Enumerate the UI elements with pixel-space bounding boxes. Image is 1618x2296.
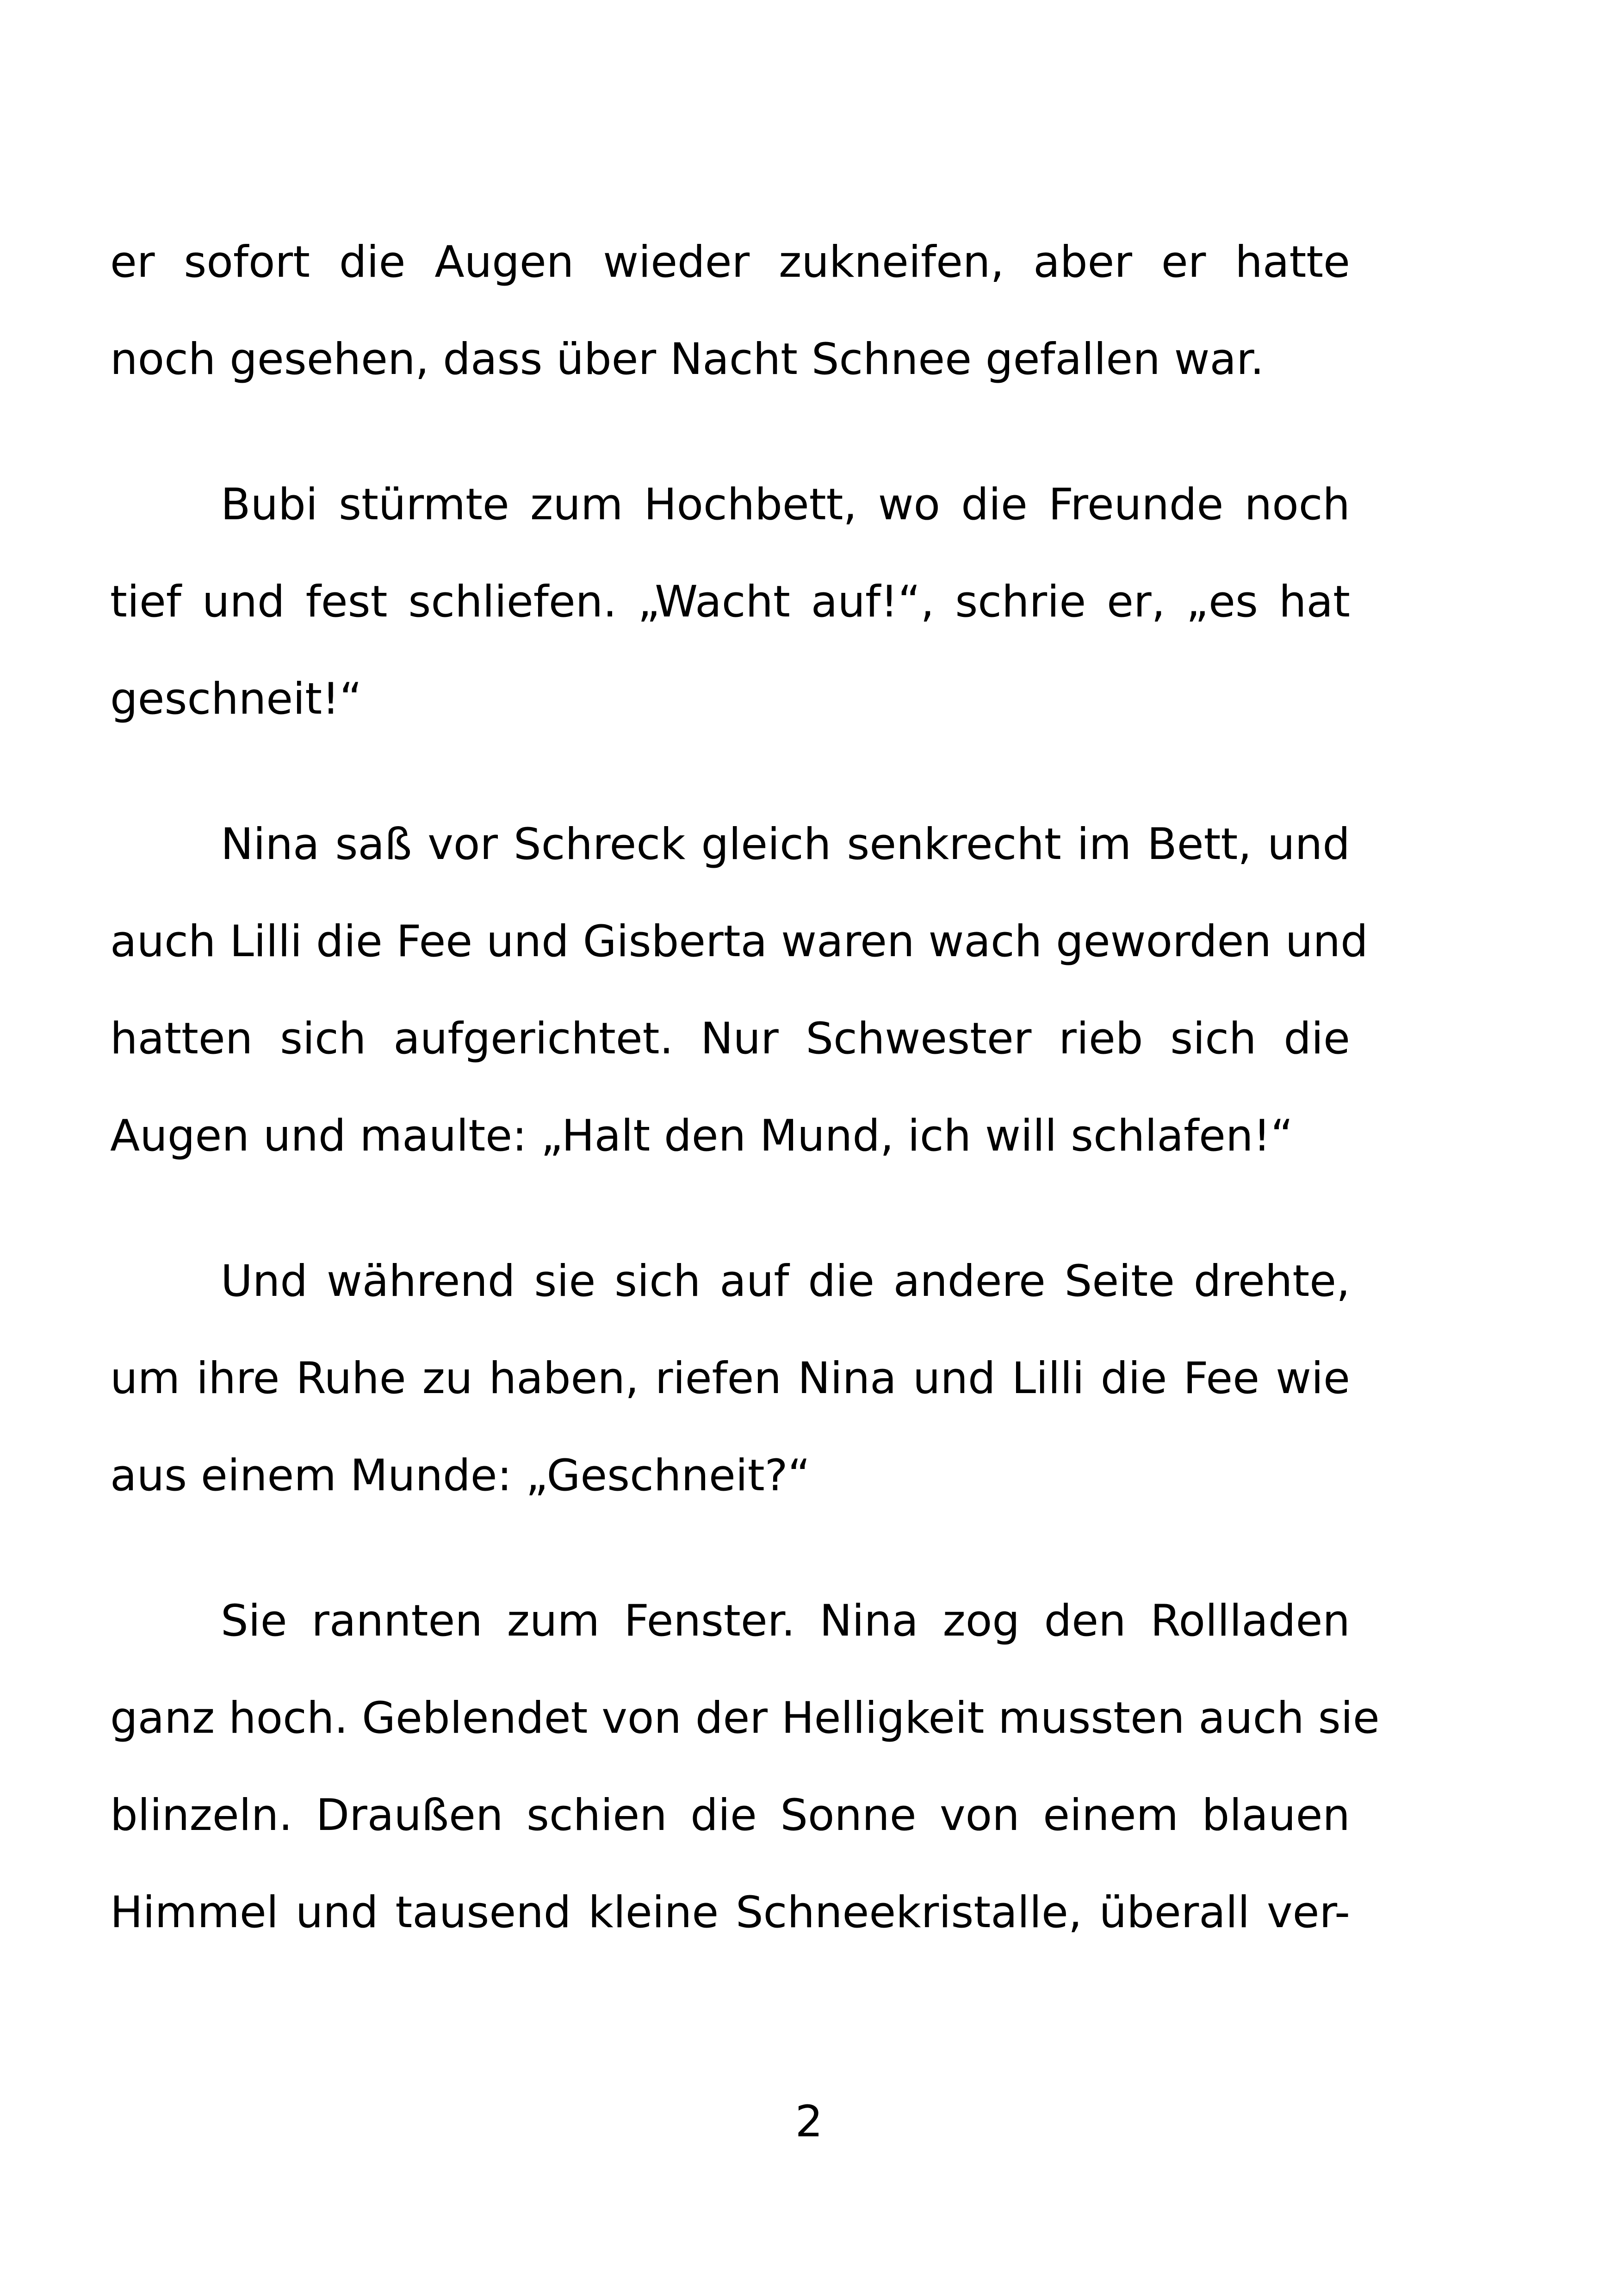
text-line: auch Lilli die Fee und Gisberta waren wach geworden und	[110, 916, 1368, 967]
text-line: aus einem Munde: „Geschneit?“	[110, 1450, 811, 1501]
text-line: ganz hoch. Geblendet von der Helligkeit mussten auch sie	[110, 1693, 1380, 1743]
text-line: er sofort die Augen wieder zukneifen, aber er hatte	[110, 237, 1350, 287]
text-line: Augen und maulte: „Halt den Mund, ich will schlafen!“	[110, 1111, 1293, 1161]
text-line: um ihre Ruhe zu haben, riefen Nina und Lilli die Fee wie	[110, 1353, 1350, 1404]
text-line: blinzeln. Draußen schien die Sonne von einem blauen	[110, 1790, 1350, 1841]
text-line: Nina saß vor Schreck gleich senkrecht im Bett, und	[221, 819, 1350, 870]
paragraph	[110, 1573, 1380, 1961]
text-line: Bubi stürmte zum Hochbett, wo die Freunde noch	[221, 479, 1350, 530]
paragraph	[110, 796, 1368, 1185]
text-line: Sie rannten zum Fenster. Nina zog den Rollladen	[221, 1596, 1350, 1646]
text-line: tief und fest schliefen. „Wacht auf!“, schrie er, „es hat	[110, 577, 1350, 627]
body-text	[110, 214, 1380, 2010]
text-line: geschneit!“	[110, 674, 362, 724]
text-line: hatten sich aufgerichtet. Nur Schwester rieb sich die	[110, 1014, 1350, 1064]
page-number: 2	[795, 2097, 823, 2147]
text-line: noch gesehen, dass über Nacht Schnee gefallen war.	[110, 334, 1265, 385]
paragraph	[110, 214, 1350, 408]
text-line: Himmel und tausend kleine Schneekristalle, überall ver-	[110, 1887, 1350, 1938]
paragraph	[110, 456, 1350, 748]
text-line: Und während sie sich auf die andere Seite drehte,	[221, 1256, 1350, 1307]
paragraph	[110, 1233, 1350, 1524]
